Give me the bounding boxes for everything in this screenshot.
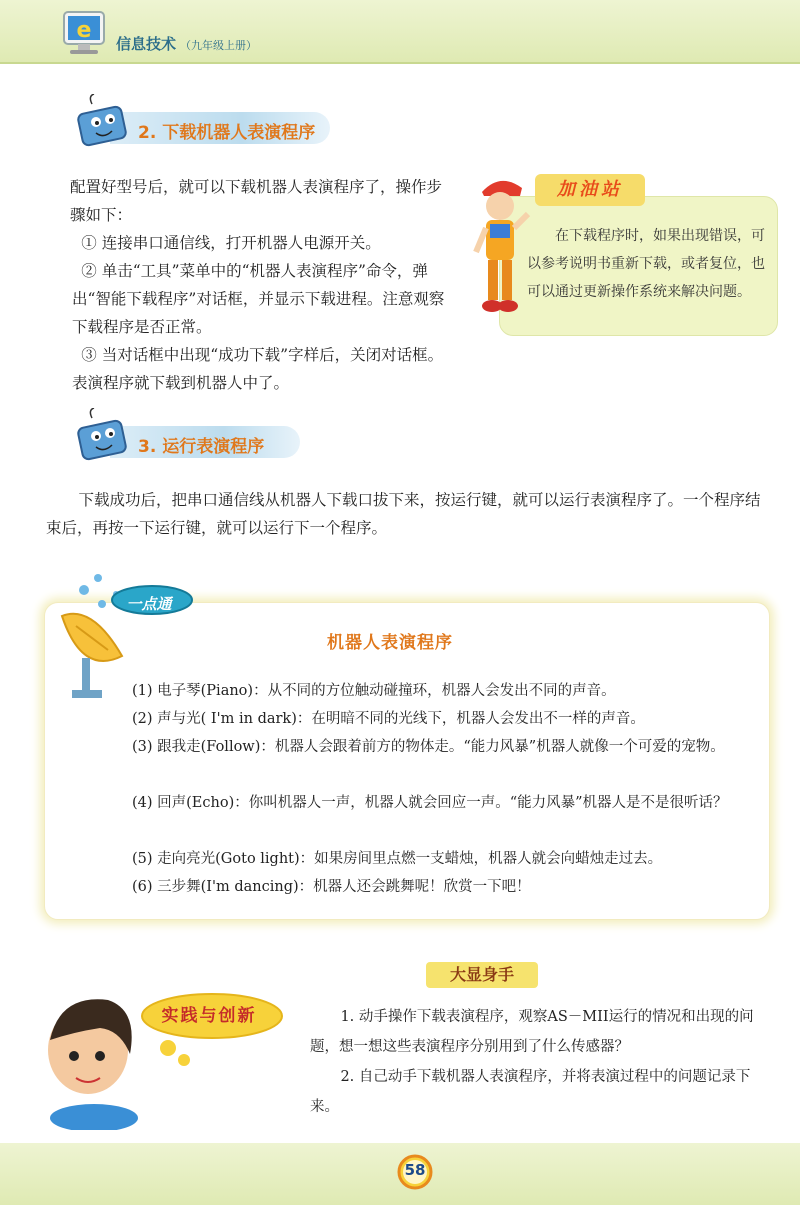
section-heading-run (80, 426, 300, 458)
section-title: 2. 下载机器人表演程序 (138, 123, 316, 143)
activity-item-1: 1. 动手操作下载表演程序，观察AS－MII运行的情况和出现的问题，想一想这些表演程序分别用到了什么传感器？ (310, 1009, 754, 1055)
envelope-mascot-icon (74, 94, 134, 150)
activity-item-2: 2. 自己动手下载机器人表演程序，并将表演过程中的问题记录下来。 (310, 1069, 751, 1115)
ie-logo-icon (60, 10, 108, 56)
book-title: 信息技术 （九年级上册） (116, 35, 258, 53)
paragraph: 配置好型号后，就可以下载机器人表演程序了，操作步骤如下： (70, 178, 443, 224)
page-header (0, 0, 800, 64)
page-number: 58 (404, 1161, 426, 1179)
activity-badge: 大显身手 (426, 962, 538, 988)
section-heading-download (80, 112, 330, 144)
tip-title: 加油站 (535, 174, 645, 206)
knowledge-title: 机器人表演程序 (327, 633, 453, 653)
step-1: ① 连接串口通信线，打开机器人电源开关。 (81, 234, 381, 252)
step-2: ② 单击“工具”菜单中的“机器人表演程序”命令，弹出“智能下载程序”对话框，并显示下载进程。注意观察下载程序是否正常。 (72, 262, 445, 336)
svg-text:e: e (76, 18, 92, 43)
list-item: (4) 回声(Echo)：你叫机器人一声，机器人就会回应一声。“能力风暴”机器人是不是很听话？ (132, 795, 728, 811)
list-item: (1) 电子琴(Piano)：从不同的方位触动碰撞环，机器人会发出不同的声音。 (132, 683, 616, 699)
list-item: (6) 三步舞(I'm dancing)：机器人还会跳舞呢！欣赏一下吧！ (132, 879, 531, 895)
list-item: (3) 跟我走(Follow)：机器人会跟着前方的物体走。“能力风暴”机器人就像一个可爱的宠物。 (132, 739, 725, 755)
paragraph: 下载成功后，把串口通信线从机器人下载口拔下来，按运行键，就可以运行表演程序了。一个程序结束后，再按一下运行键，就可以运行下一个程序。 (46, 491, 761, 537)
list-item: (5) 走向亮光(Goto light)：如果房间里点燃一支蜡烛，机器人就会向蜡烛走过去。 (132, 851, 663, 867)
practice-bubble-label: 实践与创新 (161, 1006, 257, 1026)
tip-text: 在下载程序时，如果出现错误，可以参考说明书重新下载，或者复位，也可以通过更新操作系统来解决问题。 (527, 228, 765, 300)
list-item: (2) 声与光( I'm in dark)：在明暗不同的光线下，机器人会发出不一样的声音。 (132, 711, 645, 727)
section-title: 3. 运行表演程序 (138, 437, 265, 457)
knowledge-label: 一点通 (126, 595, 172, 613)
envelope-mascot-icon (74, 408, 134, 464)
step-3: ③ 当对话框中出现“成功下载”字样后，关闭对话框。表演程序就下载到机器人中了。 (72, 346, 444, 392)
